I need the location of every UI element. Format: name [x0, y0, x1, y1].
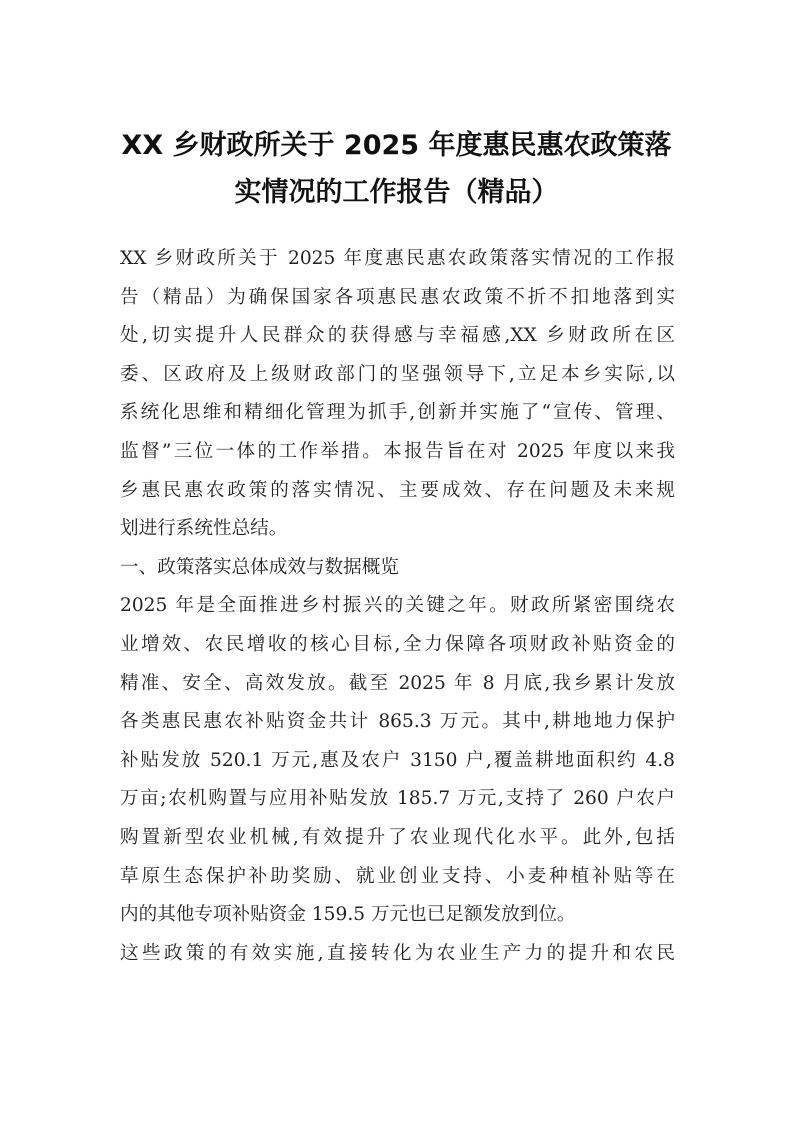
text-line: 内的其他专项补贴资金 159.5 万元也已足额发放到位。	[120, 904, 576, 926]
text-line: 精准、安全、高效发放。截至 2025 年 8 月底,我乡累计发放	[120, 672, 675, 694]
section-heading	[120, 549, 675, 588]
text-line: 万亩;农机购置与应用补贴发放 185.7 万元,支持了 260 户农户	[120, 788, 675, 810]
text-line: 监督”三位一体的工作举措。本报告旨在对 2025 年度以来我	[120, 440, 675, 462]
paragraph-intro	[120, 240, 675, 549]
title-line-1: XX 乡财政所关于 2025 年度惠民惠农政策落	[121, 130, 672, 161]
text-line: 划进行系统性总结。	[120, 518, 288, 540]
text-line: 补贴发放 520.1 万元,惠及农户 3150 户,覆盖耕地面积约 4.8	[120, 749, 675, 771]
document-body	[120, 240, 675, 973]
text-line: 购置新型农业机械,有效提升了农业现代化水平。此外,包括	[120, 826, 675, 848]
paragraph-section-1-continued	[120, 935, 675, 974]
text-line: 这些政策的有效实施,直接转化为农业生产力的提升和农民	[120, 942, 675, 964]
text-line: 乡惠民惠农政策的落实情况、主要成效、存在问题及未来规	[120, 479, 675, 501]
paragraph-section-1	[120, 587, 675, 934]
text-line: 系统化思维和精细化管理为抓手,创新并实施了“宣传、管理、	[120, 402, 675, 424]
title-line-2: 实情况的工作报告（精品）	[234, 177, 559, 208]
text-line: 2025 年是全面推进乡村振兴的关键之年。财政所紧密围绕农	[120, 595, 675, 617]
text-line: 告（精品）为确保国家各项惠民惠农政策不折不扣地落到实	[120, 286, 675, 308]
text-line: 业增效、农民增收的核心目标,全力保障各项财政补贴资金的	[120, 633, 675, 655]
section-heading-text: 一、政策落实总体成效与数据概览	[120, 556, 399, 578]
text-line: XX 乡财政所关于 2025 年度惠民惠农政策落实情况的工作报	[120, 248, 675, 269]
document-title	[100, 122, 693, 216]
text-line: 处,切实提升人民群众的获得感与幸福感,XX 乡财政所在区	[120, 325, 675, 347]
text-line: 委、区政府及上级财政部门的坚强领导下,立足本乡实际,以	[120, 363, 675, 385]
text-line: 各类惠民惠农补贴资金共计 865.3 万元。其中,耕地地力保护	[120, 711, 675, 733]
text-line: 草原生态保护补助奖励、就业创业支持、小麦种植补贴等在	[120, 865, 675, 887]
